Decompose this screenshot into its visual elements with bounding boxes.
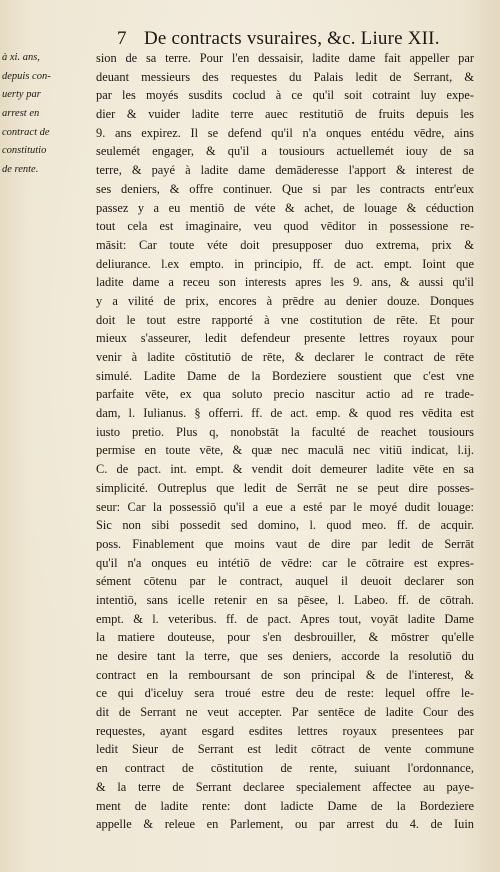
page-header <box>0 28 500 50</box>
text-line: C. de pact. int. empt. & vendit doit demeurer ladite vēte en sa <box>96 462 474 477</box>
text-line: tout cela est imaginaire, veu quod vēditor in possessione re- <box>96 219 474 234</box>
text-line: ledit Sieur de Serrant est ledit cōtract de vente commune <box>96 742 474 757</box>
text-line: ce qui d'iceluy sera troué estre deu de reste: lequel offre le- <box>96 686 474 701</box>
running-title: De contracts vsuraires, &c. Liure XII. <box>144 28 440 49</box>
text-line: sément cōtenu par le contract, auquel il deuoit declarer son <box>96 574 474 589</box>
margin-note-line: arrest en <box>2 108 40 120</box>
text-line: la matiere douteuse, pour s'en desbrouiller, & mōstrer qu'elle <box>96 630 474 645</box>
margin-note-line: contract de <box>2 126 50 138</box>
text-line: ses deniers, & offre continuer. Que si par les contracts entr'eux <box>96 181 474 196</box>
text-line: & la terre de Serrant declaree specialement affectee au paye- <box>96 779 474 794</box>
text-line: permise en toute vēte, & quæ nec maculā nec vitiū indicat, l.ij. <box>96 443 474 458</box>
text-line: ladite dame a receu son interests apres les 9. ans, & aussi qu'il <box>96 275 474 290</box>
text-line: en contract de cōstitution de rente, suiuant l'ordonnance, <box>96 761 474 776</box>
text-line: simplicité. Outreplus que ledit de Serrāt ne se peut dire posses- <box>96 480 474 495</box>
text-line: appelle & releue en Parlement, ou par arrest du 4. de Iuin <box>96 817 474 832</box>
margin-note-line: depuis con- <box>2 70 51 82</box>
text-line: intentiō, sans icelle retenir en sa pēsee, l. Labeo. ff. de cōtrah. <box>96 592 474 607</box>
body-text <box>96 49 474 834</box>
text-line: māsit: Car toute véte doit presupposer duo extrema, prix & <box>96 237 474 252</box>
text-line: seulemét engager, & qu'il a tousiours actuellemét iouy de sa <box>96 144 474 159</box>
text-line: seur: Car la possessiō qu'il a eue a esté par le moyé dudit louage: <box>96 499 474 514</box>
text-line: poss. Finablement que moins vaut de dire par ledit de Serrāt <box>96 536 474 551</box>
text-line: simulé. Ladite Dame de la Bordeziere soustient que c'est vne <box>96 368 474 383</box>
margin-note-line: uerty par <box>2 89 41 101</box>
text-line: Sic non sibi possedit sed domino, l. quod meo. ff. de acquir. <box>96 518 474 533</box>
text-line: contract en la remboursant de son principal & de l'interest, & <box>96 667 474 682</box>
text-line: requestes, ayant esgard esdites lettres royaux presentees par <box>96 723 474 738</box>
text-line: parfaite vēte, ex qua soluto precio nascitur actio ad re trade- <box>96 387 474 402</box>
text-line: venir à ladite cōstitutiō de rēte, & declarer le contract de rēte <box>96 350 474 364</box>
text-line: iusto pretio. Plus q, nonobstāt la faculté de reachet tousiours <box>96 424 474 439</box>
text-line: terre, & payé à ladite dame demāderesse l'apport & interest de <box>96 163 474 178</box>
text-line: empt. & l. veteribus. ff. de pact. Apres tout, voyāt ladite Dame <box>96 611 474 626</box>
text-line: mieux s'asseurer, ledit defendeur presente lettres royaux pour <box>96 331 474 346</box>
margin-note-line: de rente. <box>2 164 39 176</box>
margin-note-line: à xi. ans, <box>2 52 40 63</box>
text-line: sion de sa terre. Pour l'en dessaisir, ladite dame fait appeller par <box>96 51 474 65</box>
text-line: dier & vuider ladite terre auec restitutiō de fruits depuis les <box>96 107 474 122</box>
text-line: deliurance. l.ex empto. in principio, ff. de act. empt. Ioint que <box>96 256 474 271</box>
margin-notes <box>2 49 92 180</box>
text-line: y a vilité de prix, encores à prēdre au denier douze. Donques <box>96 293 474 308</box>
text-line: ne desire tant la terre, que ses deniers, accorde la resolutiō du <box>96 649 474 663</box>
text-line: 9. ans expirez. Il se defend qu'il n'a onques entédu vēdre, ains <box>96 125 474 140</box>
margin-note-line: constitutio <box>2 145 47 157</box>
text-line: qu'il n'a onques eu intétiō de vēdre: car le cōtraire est expres- <box>96 555 474 570</box>
text-line: doit le tout estre rapporté à vne costitution de rēte. Et pour <box>96 312 474 327</box>
text-line: ment de ladite rente: dont ladicte Dame de la Bordeziere <box>96 798 474 813</box>
text-line: deuant messieurs des requestes du Palais ledit de Serrant, & <box>96 69 474 84</box>
text-line: passez y a eu mentiō de véte & achet, de louage & céduction <box>96 200 474 215</box>
page-number: 7 <box>117 28 127 49</box>
text-line: dit de Serrant ne veut accepter. Par sentēce de ladite Cour des <box>96 705 474 720</box>
text-line: dam, l. Iulianus. § offerri. ff. de act. emp. & quod res vēdita est <box>96 406 474 421</box>
text-line: par les moyés susdits coclud à ce qu'il soit cotraint luy expe- <box>96 88 474 103</box>
